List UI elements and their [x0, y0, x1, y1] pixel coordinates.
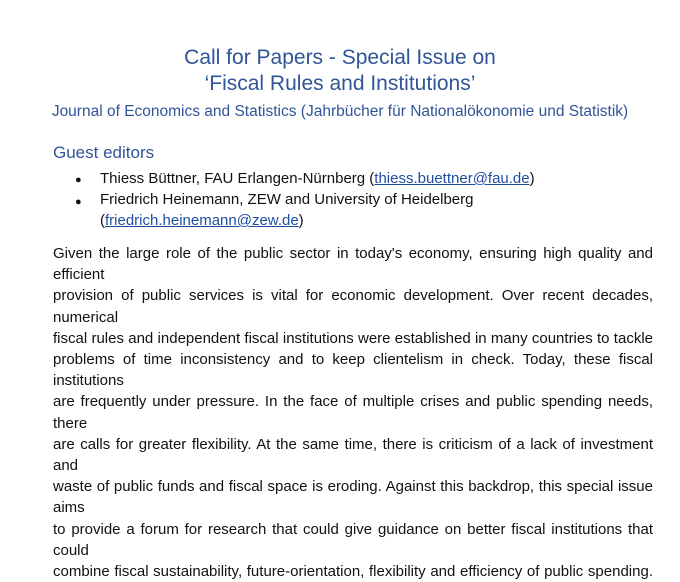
- title-line-1: Call for Papers - Special Issue on: [184, 46, 496, 69]
- editor-1-close-paren: ): [529, 170, 535, 187]
- paragraph-line: waste of public funds and fiscal space is eroding. Against this backdrop, this special issue aims: [53, 478, 653, 517]
- paragraph-line: provision of public services is vital for economic development. Over recent decades, numerical: [53, 287, 653, 326]
- editor-1-email-link[interactable]: thiess.buettner@fau.de: [374, 170, 530, 187]
- editor-item-2-email-line: [100, 210, 304, 231]
- editor-2-open-paren: (: [100, 212, 105, 229]
- journal-name: Journal of Economics and Statistics (Jahrbücher für Nationalökonomie und Statistik): [51, 103, 629, 120]
- title-line-2: ‘Fiscal Rules and Institutions’: [204, 72, 476, 95]
- editor-2-name: Friedrich Heinemann, ZEW and University of Heidelberg: [100, 191, 474, 208]
- guest-editors-heading: Guest editors: [53, 143, 155, 162]
- paragraph-line: combine fiscal sustainability, future-orientation, flexibility and efficiency of public spending.: [53, 563, 653, 581]
- paragraph-line: are frequently under pressure. In the face of multiple crises and public spending needs, there: [53, 393, 653, 432]
- editor-1-name: Thiess Büttner, FAU Erlangen-Nürnberg (: [100, 170, 375, 187]
- editor-item-1: [100, 168, 535, 189]
- editor-item-2: [100, 189, 473, 210]
- bullet-icon: ●: [75, 174, 82, 186]
- paragraph-line: to provide a forum for research that could give guidance on better fiscal institutions that could: [53, 520, 653, 559]
- body-paragraph: [53, 243, 653, 582]
- editor-2-close-paren: ): [298, 212, 304, 229]
- bullet-icon: ●: [75, 196, 82, 208]
- editor-2-email-link[interactable]: friedrich.heinemann@zew.de: [105, 212, 299, 229]
- paragraph-line: Given the large role of the public sector in today's economy, ensuring high quality and efficient: [53, 245, 653, 284]
- paragraph-line: problems of time inconsistency and to keep clientelism in check. Today, these fiscal institutions: [53, 351, 653, 390]
- paragraph-line: are calls for greater flexibility. At the same time, there is criticism of a lack of investment and: [53, 435, 653, 475]
- paragraph-line: fiscal rules and independent fiscal institutions were established in many countries to tackle: [53, 329, 653, 347]
